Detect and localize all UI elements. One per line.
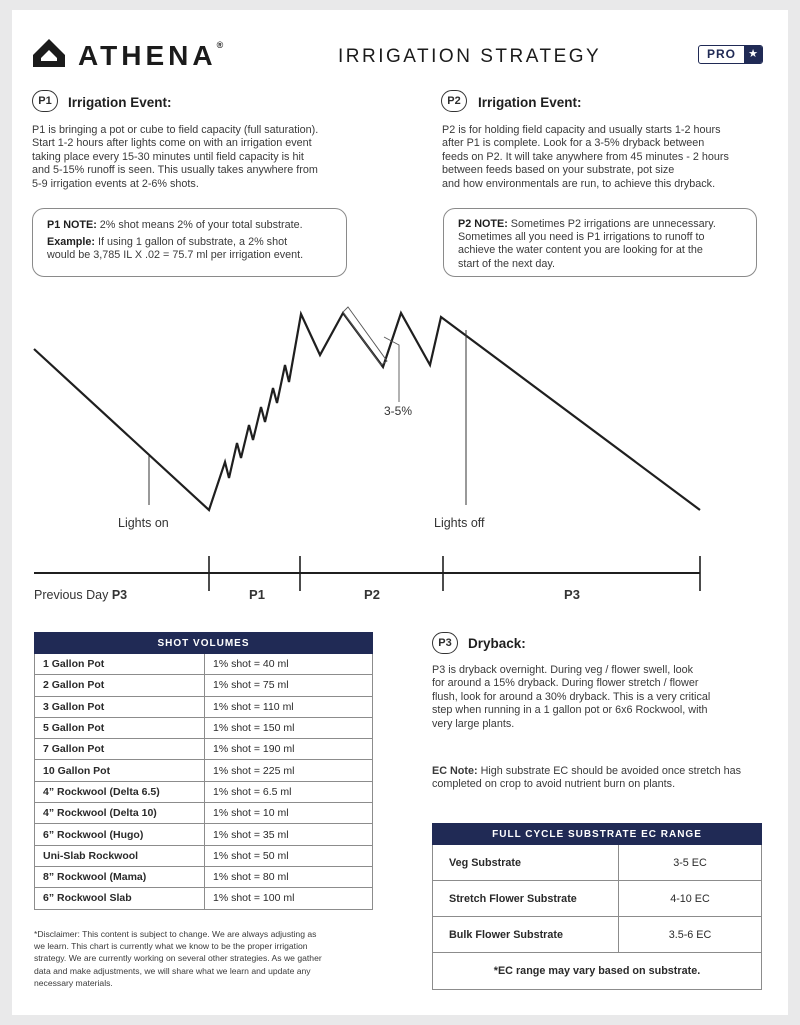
substrate-name: 3 Gallon Pot (35, 696, 205, 717)
shot-volume: 1% shot = 100 ml (205, 888, 373, 909)
ec-footnote: *EC range may vary based on substrate. (433, 953, 762, 990)
p1-tag: P1 (32, 90, 58, 112)
table-row (433, 881, 762, 917)
substrate-name: 8” Rockwool (Mama) (35, 866, 205, 887)
shot-volume: 1% shot = 40 ml (205, 654, 373, 675)
p2-note-box: P2 NOTE: Sometimes P2 irrigations are unnecessary. Sometimes all you need is P1 irrigations to runoff to achieve the water content you are looking for at the start of the next day. (443, 208, 757, 277)
p1-description: P1 is bringing a pot or cube to field capacity (full saturation). Start 1-2 hours after lights come on with an irrigation event taking place every 15-30 minutes until field capacity is hit and 5-15% runoff is seen. This usually takes anywhere from 5-9 irrigation events at 2-6% shots. (32, 124, 319, 190)
table-row (35, 654, 373, 675)
previous-day-label: Previous Day P3 (34, 588, 128, 602)
shot-volume: 1% shot = 190 ml (205, 739, 373, 760)
p3-description: P3 is dryback overnight. During veg / flower swell, look for around a 15% dryback. During flower stretch / flower flush, look for around a 30% dryback. This is a very critical step when running in a 1 gallon pot or 6x6 Rockwool, with very large plants. (432, 664, 711, 730)
p2-tag: P2 (441, 90, 467, 112)
ec-range-table (432, 823, 762, 990)
table-row (433, 845, 762, 881)
table-footnote-row (433, 953, 762, 990)
table-row (35, 696, 373, 717)
shot-volume: 1% shot = 80 ml (205, 866, 373, 887)
substrate-stage: Bulk Flower Substrate (433, 917, 619, 953)
p1-note: P1 NOTE: 2% shot means 2% of your total substrate. (47, 219, 303, 231)
shot-volume: 1% shot = 110 ml (205, 696, 373, 717)
document-page (12, 10, 788, 1015)
substrate-name: 7 Gallon Pot (35, 739, 205, 760)
substrate-name: 4” Rockwool (Delta 10) (35, 803, 205, 824)
phase-label-p1: P1 (249, 587, 265, 602)
table-row (35, 739, 373, 760)
p2-description: P2 is for holding field capacity and usually starts 1-2 hours after P1 is complete. Look for a 3-5% dryback between feeds on P2. It will take anywhere from 45 minutes - 2 hours between feeds based on your substrate, pot size and how environmentals are run, to achieve this dryback. (442, 124, 729, 190)
shot-volumes-title: SHOT VOLUMES (35, 633, 373, 654)
substrate-name: 6” Rockwool Slab (35, 888, 205, 909)
dryback-bracket (343, 307, 387, 365)
table-row (35, 824, 373, 845)
pro-badge (698, 45, 763, 64)
ec-value: 4-10 EC (619, 881, 762, 917)
pro-badge-label: PRO (706, 47, 736, 61)
brand-name: ATHENA® (78, 40, 224, 71)
shot-volume: 1% shot = 225 ml (205, 760, 373, 781)
table-row (35, 845, 373, 866)
shot-volume: 1% shot = 35 ml (205, 824, 373, 845)
irrigation-diagram (12, 300, 788, 630)
shot-volume: 1% shot = 150 ml (205, 717, 373, 738)
shot-volumes-table (34, 632, 373, 910)
ec-value: 3-5 EC (619, 845, 762, 881)
dryback-leader (384, 337, 399, 402)
table-row (35, 760, 373, 781)
phase-label-p2: P2 (364, 587, 380, 602)
dryback-label: 3-5% (384, 404, 413, 418)
table-row (35, 717, 373, 738)
substrate-name: 1 Gallon Pot (35, 654, 205, 675)
lights-off-label: Lights off (434, 516, 485, 530)
p1-note-box (32, 208, 347, 277)
document-title: IRRIGATION STRATEGY (338, 46, 602, 67)
ec-note: EC Note: High substrate EC should be avoided once stretch has completed on crop to avoid nutrient burn on plants. (432, 765, 742, 791)
table-row (35, 803, 373, 824)
disclaimer: *Disclaimer: This content is subject to change. We are always adjusting as we learn. This chart is currently what we know to be the proper irrigation strategy. We are currently working on several other strategies. As we gather data and make adjustments, we will share what we learn and update any necessary materials. (34, 929, 322, 988)
phase-label-p3: P3 (564, 587, 580, 602)
shot-volume: 1% shot = 10 ml (205, 803, 373, 824)
table-row (35, 866, 373, 887)
ec-value: 3.5-6 EC (619, 917, 762, 953)
substrate-stage: Veg Substrate (433, 845, 619, 881)
substrate-name: 10 Gallon Pot (35, 760, 205, 781)
p2-heading: Irrigation Event: (478, 95, 582, 110)
table-row (35, 675, 373, 696)
shot-volume: 1% shot = 6.5 ml (205, 781, 373, 802)
substrate-name: 5 Gallon Pot (35, 717, 205, 738)
p1-example: Example: If using 1 gallon of substrate, a 2% shot (47, 236, 288, 249)
lights-on-label: Lights on (118, 516, 169, 530)
substrate-name: 4” Rockwool (Delta 6.5) (35, 781, 205, 802)
p3-heading: Dryback: (468, 636, 526, 651)
substrate-name: Uni-Slab Rockwool (35, 845, 205, 866)
p1-example-cont: would be 3,785 IL X .02 = 75.7 ml per irrigation event. (47, 249, 304, 262)
shot-volume: 1% shot = 75 ml (205, 675, 373, 696)
table-row (433, 917, 762, 953)
p1-heading: Irrigation Event: (68, 95, 172, 110)
substrate-moisture-line (34, 313, 700, 510)
table-row (35, 888, 373, 909)
athena-logo-icon (32, 38, 66, 68)
substrate-name: 6” Rockwool (Hugo) (35, 824, 205, 845)
p2-note: P2 NOTE: Sometimes P2 irrigations are unnecessary. (458, 218, 716, 230)
ec-range-title: FULL CYCLE SUBSTRATE EC RANGE (433, 824, 762, 845)
substrate-stage: Stretch Flower Substrate (433, 881, 619, 917)
table-row (35, 781, 373, 802)
star-icon: ★ (744, 46, 762, 63)
substrate-name: 2 Gallon Pot (35, 675, 205, 696)
p3-tag: P3 (432, 632, 458, 654)
shot-volume: 1% shot = 50 ml (205, 845, 373, 866)
